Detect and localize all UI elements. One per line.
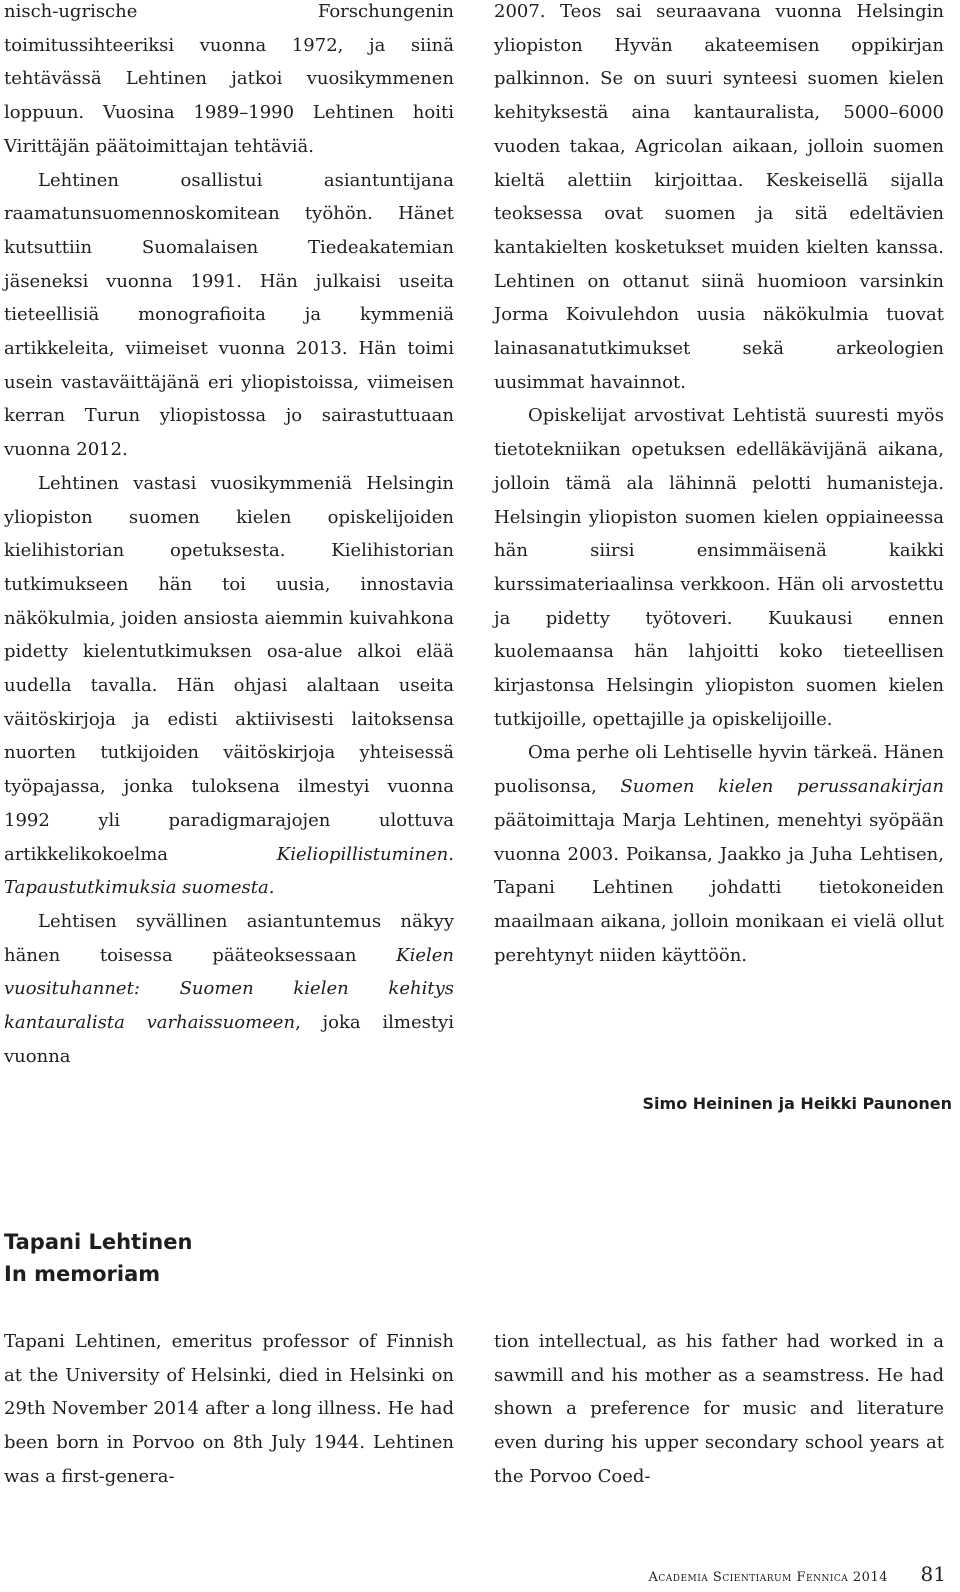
book-title: Kieliopillistuminen. Tapaustutkimuksia suomesta. xyxy=(4,843,454,899)
paragraph: nisch-ugrische Forschungenin toimitussihteeriksi vuonna 1972, ja siinä tehtävässä Lehtinen jatkoi vuosikymmenen loppuun. Vuosina 1989–1990 Lehtinen hoiti Virittäjän päätoimittajan tehtäviä. xyxy=(4,1,454,157)
paragraph: tion intellectual, as his father had worked in a sawmill and his mother as a seamstress. He had shown a preference for music and literature even during his upper secondary school years at the Porvoo Coed- xyxy=(494,1331,944,1487)
paragraph: 2007. Teos sai seuraavana vuonna Helsingin yliopiston Hyvän akateemisen oppikirjan palkinnon. Se on suuri synteesi suomen kielen kehityksestä aina kantauralista, 5000–6000 vuoden takaa, Agricolan aikaan, jolloin suomen kieltä alettiin kirjoittaa. Keskeisellä sijalla teoksessa ovat suomen ja sitä edeltävien kantakielten kosketukset muiden kielten kanssa. Lehtinen on ottanut siinä huomioon varsinkin Jorma Koivulehdon uusia näkökulmia tuovat lainasanatutkimukset sekä arkeologien uusimmat havainnot. xyxy=(494,1,944,393)
dictionary-title: Suomen kielen perussanakirjan xyxy=(620,776,944,798)
author-signature: Simo Heininen ja Heikki Paunonen xyxy=(642,1094,952,1113)
paragraph-text: , joka ilmestyi vuonna xyxy=(4,1012,454,1067)
paragraph-text: päätoimittaja Marja Lehtinen, menehtyi syöpään vuonna 2003. Poikansa, Jaakko ja Juha Lehtisen, Tapani Lehtinen johdatti tietokoneiden maailmaan aikana, jolloin monikaan ei vielä ollut perehtynyt niiden käyttöön. xyxy=(494,809,944,966)
paragraph xyxy=(494,736,944,972)
journal-name: Academia Scientiarum Fennica 2014 xyxy=(648,1570,888,1585)
paragraph-text: Lehtisen syvällinen asiantuntemus näkyy hänen toisessa pääteoksessaan xyxy=(4,910,454,966)
finnish-left-column xyxy=(4,0,454,1074)
finnish-right-column xyxy=(494,0,944,972)
heading-name: Tapani Lehtinen xyxy=(4,1230,193,1254)
paragraph: Opiskelijat arvostivat Lehtistä suuresti myös tietotekniikan opetuksen edelläkävijänä aikana, jolloin tämä ala lähinnä pelotti humanisteja. Helsingin yliopiston suomen kielen oppiaineessa hän siirsi ensimmäisenä kaikki kurssimateriaalinsa verkkoon. Hän oli arvostettu ja pidetty työtoveri. Kuukausi ennen kuolemaansa hän lahjoitti koko tieteellisen kirjastonsa Helsingin yliopiston suomen kielen tutkijoille, opettajille ja opiskelijoille. xyxy=(494,405,944,730)
book-title: Kielen vuosituhannet: Suomen kielen kehitys kantauralista varhaissuomeen xyxy=(4,944,454,1034)
english-right-column xyxy=(494,1325,944,1494)
english-section-heading xyxy=(4,1226,192,1290)
heading-subtitle: In memoriam xyxy=(4,1262,161,1286)
paragraph xyxy=(4,467,454,905)
english-left-column xyxy=(4,1325,454,1494)
page-number: 81 xyxy=(920,1562,946,1586)
paragraph-text: Lehtinen vastasi vuosikymmeniä Helsingin yliopiston suomen kielen opiskelijoiden kielihistorian opetuksesta. Kielihistorian tutkimukseen hän toi uusia, innostavia näkökulmia, joiden ansiosta aiemmin kuivahkona pidetty kielentutkimuksen osa-alue alkoi elää uudella tavalla. Hän ohjasi alaltaan useita väitöskirjoja ja edisti aktiivisesti laitoksensa nuorten tutkijoiden väitöskirjoja yhteisessä työpajassa, jonka tuloksena ilmestyi vuonna 1992 yli paradigmarajojen ulottuva artikkelikokoelma xyxy=(4,472,454,865)
paragraph xyxy=(4,905,454,1074)
paragraph: Tapani Lehtinen, emeritus professor of Finnish at the University of Helsinki, died in Helsinki on 29th November 2014 after a long illness. He had been born in Porvoo on 8th July 1944. Lehtinen was a first-genera- xyxy=(4,1331,454,1487)
paragraph: Lehtinen osallistui asiantuntijana raamatunsuomennoskomitean työhön. Hänet kutsuttiin Suomalaisen Tiedeakatemian jäseneksi vuonna 1991. Hän julkaisi useita tieteellisiä monografioita ja kymmeniä artikkeleita, viimeiset vuonna 2013. Hän toimi usein vastaväittäjänä eri yliopistoissa, viimeisen kerran Turun yliopistossa jo sairastuttuaan vuonna 2012. xyxy=(4,169,454,461)
paragraph-text: Oma perhe oli Lehtiselle hyvin tärkeä. Hänen puolisonsa, xyxy=(494,742,944,798)
